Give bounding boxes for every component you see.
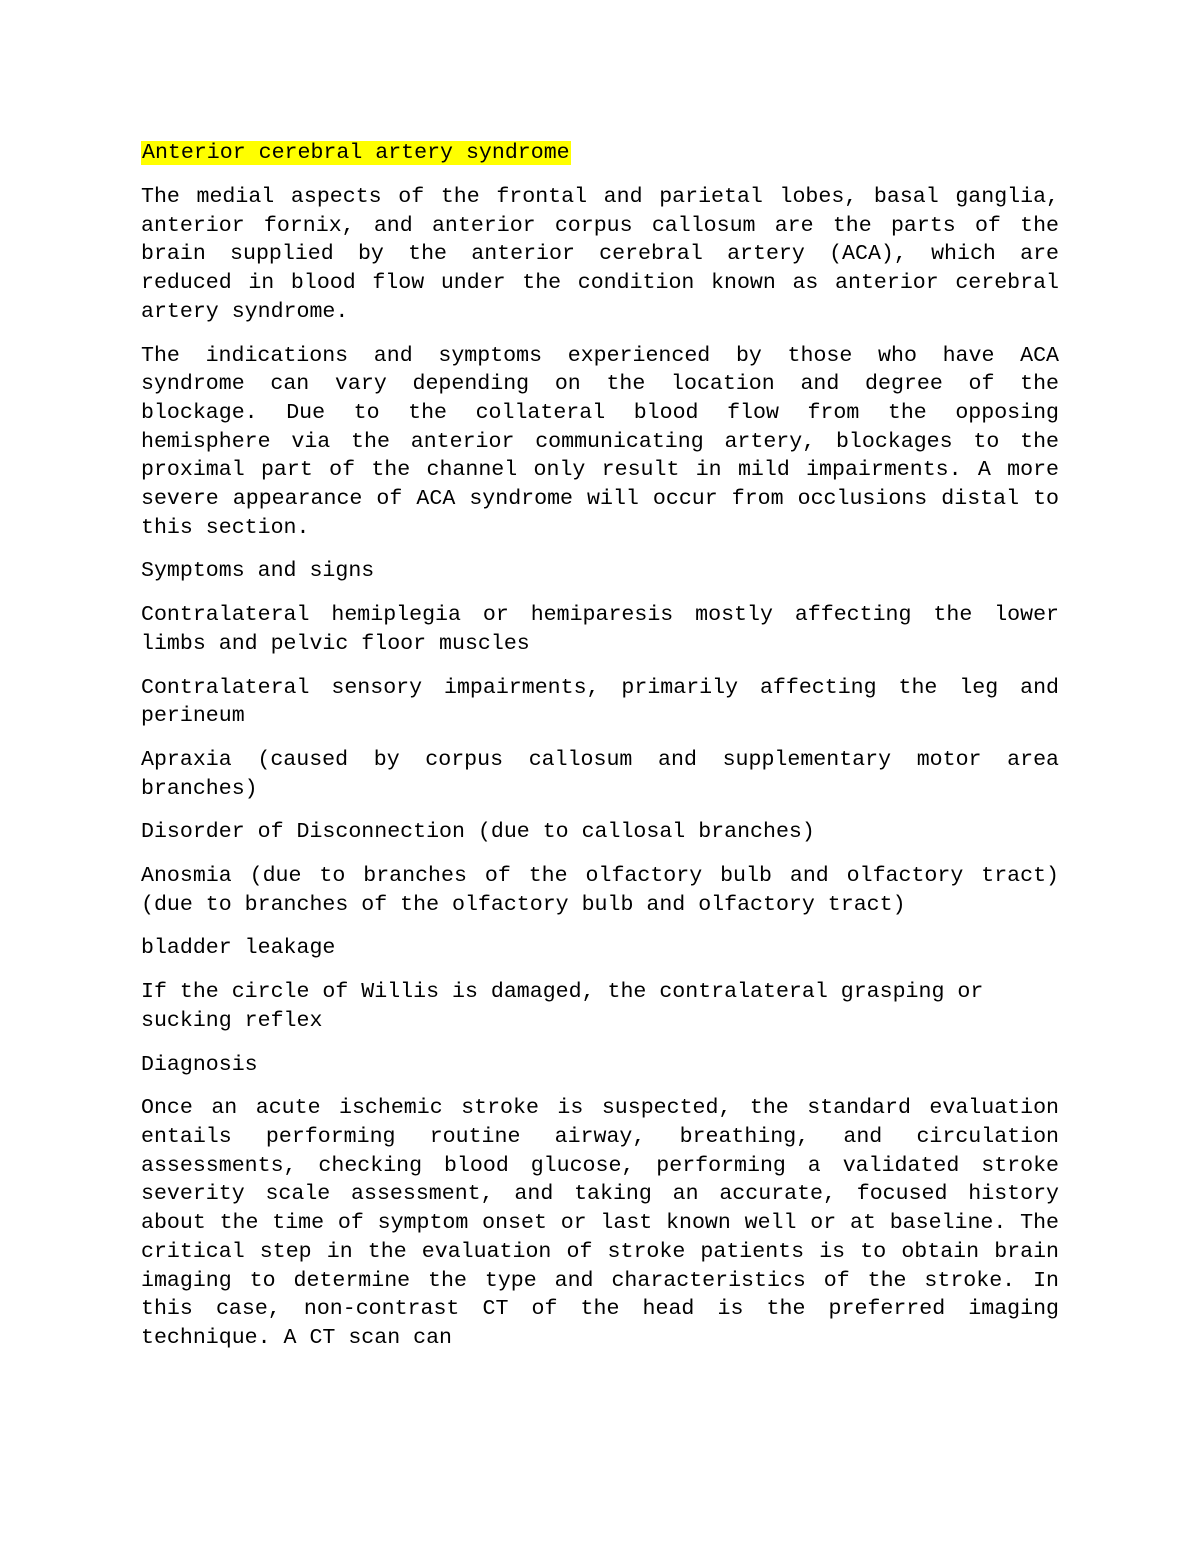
paragraph-intro: The medial aspects of the frontal and parietal lobes, basal ganglia, anterior fornix, and anterior corpus callosum are the parts of the brain supplied by the anterior cerebral artery (ACA), which are reduced in blood flow under the condition known as anterior cerebral artery syndrome. bbox=[141, 185, 1059, 324]
paragraph-diagnosis: Once an acute ischemic stroke is suspected, the standard evaluation entails performing routine airway, breathing, and circulation assessments, checking blood glucose, performing a validated stroke severity scale assessment, and taking an accurate, focused history about the time of symptom onset or last known well or at baseline. The critical step in the evaluation of stroke patients is to obtain brain imaging to determine the type and characteristics of the stroke. In this case, non-contrast CT of the head is the preferred imaging technique. A CT scan can bbox=[141, 1096, 1059, 1350]
symptom-hemiplegia: Contralateral hemiplegia or hemiparesis mostly affecting the lower limbs and pelvic floor muscles bbox=[141, 603, 1059, 656]
symptom-bladder: bladder leakage bbox=[141, 936, 336, 961]
symptom-reflex: If the circle of Willis is damaged, the contralateral grasping or sucking reflex bbox=[141, 980, 984, 1033]
section-heading-symptoms: Symptoms and signs bbox=[141, 559, 375, 584]
document-title: Anterior cerebral artery syndrome bbox=[142, 141, 570, 165]
symptom-sensory: Contralateral sensory impairments, primarily affecting the leg and perineum bbox=[141, 675, 1059, 729]
symptom-disconnection: Disorder of Disconnection (due to callosal branches) bbox=[141, 820, 815, 845]
document-page bbox=[141, 139, 1059, 1368]
section-heading-diagnosis: Diagnosis bbox=[141, 1052, 258, 1077]
paragraph-indications: The indications and symptoms experienced by those who have ACA syndrome can vary depending on the location and degree of the blockage. Due to the collateral blood flow from the opposing hemisphere via the anterior communicating artery, blockages to the proximal part of the channel only result in mild impairments. A more severe appearance of ACA syndrome will occur from occlusions distal to this section. bbox=[141, 343, 1059, 540]
symptom-anosmia: Anosmia (due to branches of the olfactory bulb and olfactory tract) (due to branches of the olfactory bulb and olfactory tract) bbox=[141, 864, 1059, 917]
document-title-line bbox=[141, 139, 1059, 168]
symptom-apraxia: Apraxia (caused by corpus callosum and supplementary motor area branches) bbox=[141, 747, 1059, 801]
